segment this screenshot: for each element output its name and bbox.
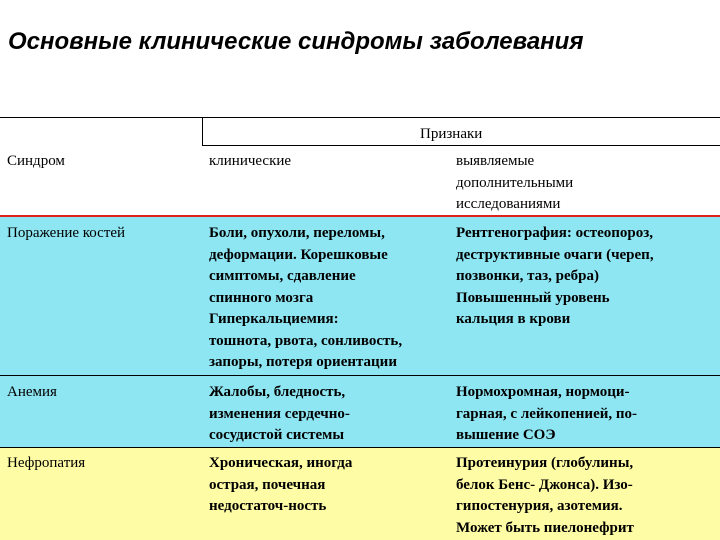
table-top-border bbox=[0, 117, 720, 118]
row-clinical: Боли, опухоли, переломы, деформации. Корешковые симптомы, сдавление спинного мозга Гиперкальциемия: тошнота, рвота, сонливость, запоры, потеря ориентации bbox=[209, 225, 403, 370]
column-divider bbox=[202, 117, 203, 146]
row-lab: Рентгенография: остеопороз, деструктивные очаги (череп, позвонки, таз, ребра) Повышенный уровень кальция в крови bbox=[456, 225, 654, 327]
row-lab: Протеинурия (глобулины, белок Бенс- Джонса). Изо- гипостенурия, азотемия. Может быть пиелонефрит bbox=[456, 455, 634, 536]
group-header-signs: Признаки bbox=[420, 126, 483, 142]
row-clinical: Хроническая, иногда острая, почечная недостаточ-ность bbox=[209, 455, 353, 514]
column-header-clinical: клинические bbox=[209, 153, 292, 169]
row-lab: Нормохромная, нормоци- гарная, с лейкопенией, по- вышение СОЭ bbox=[456, 384, 638, 443]
column-header-syndrome: Синдром bbox=[7, 153, 65, 169]
column-header-lab: выявляемые дополнительными исследованиями bbox=[456, 153, 574, 212]
page-title: Основные клинические синдромы заболевания bbox=[8, 28, 584, 55]
row-syndrome: Анемия bbox=[7, 384, 57, 400]
row-clinical: Жалобы, бледность, изменения сердечно- сосудистой системы bbox=[209, 384, 350, 443]
row-syndrome: Поражение костей bbox=[7, 225, 126, 241]
row-syndrome: Нефропатия bbox=[7, 455, 86, 471]
